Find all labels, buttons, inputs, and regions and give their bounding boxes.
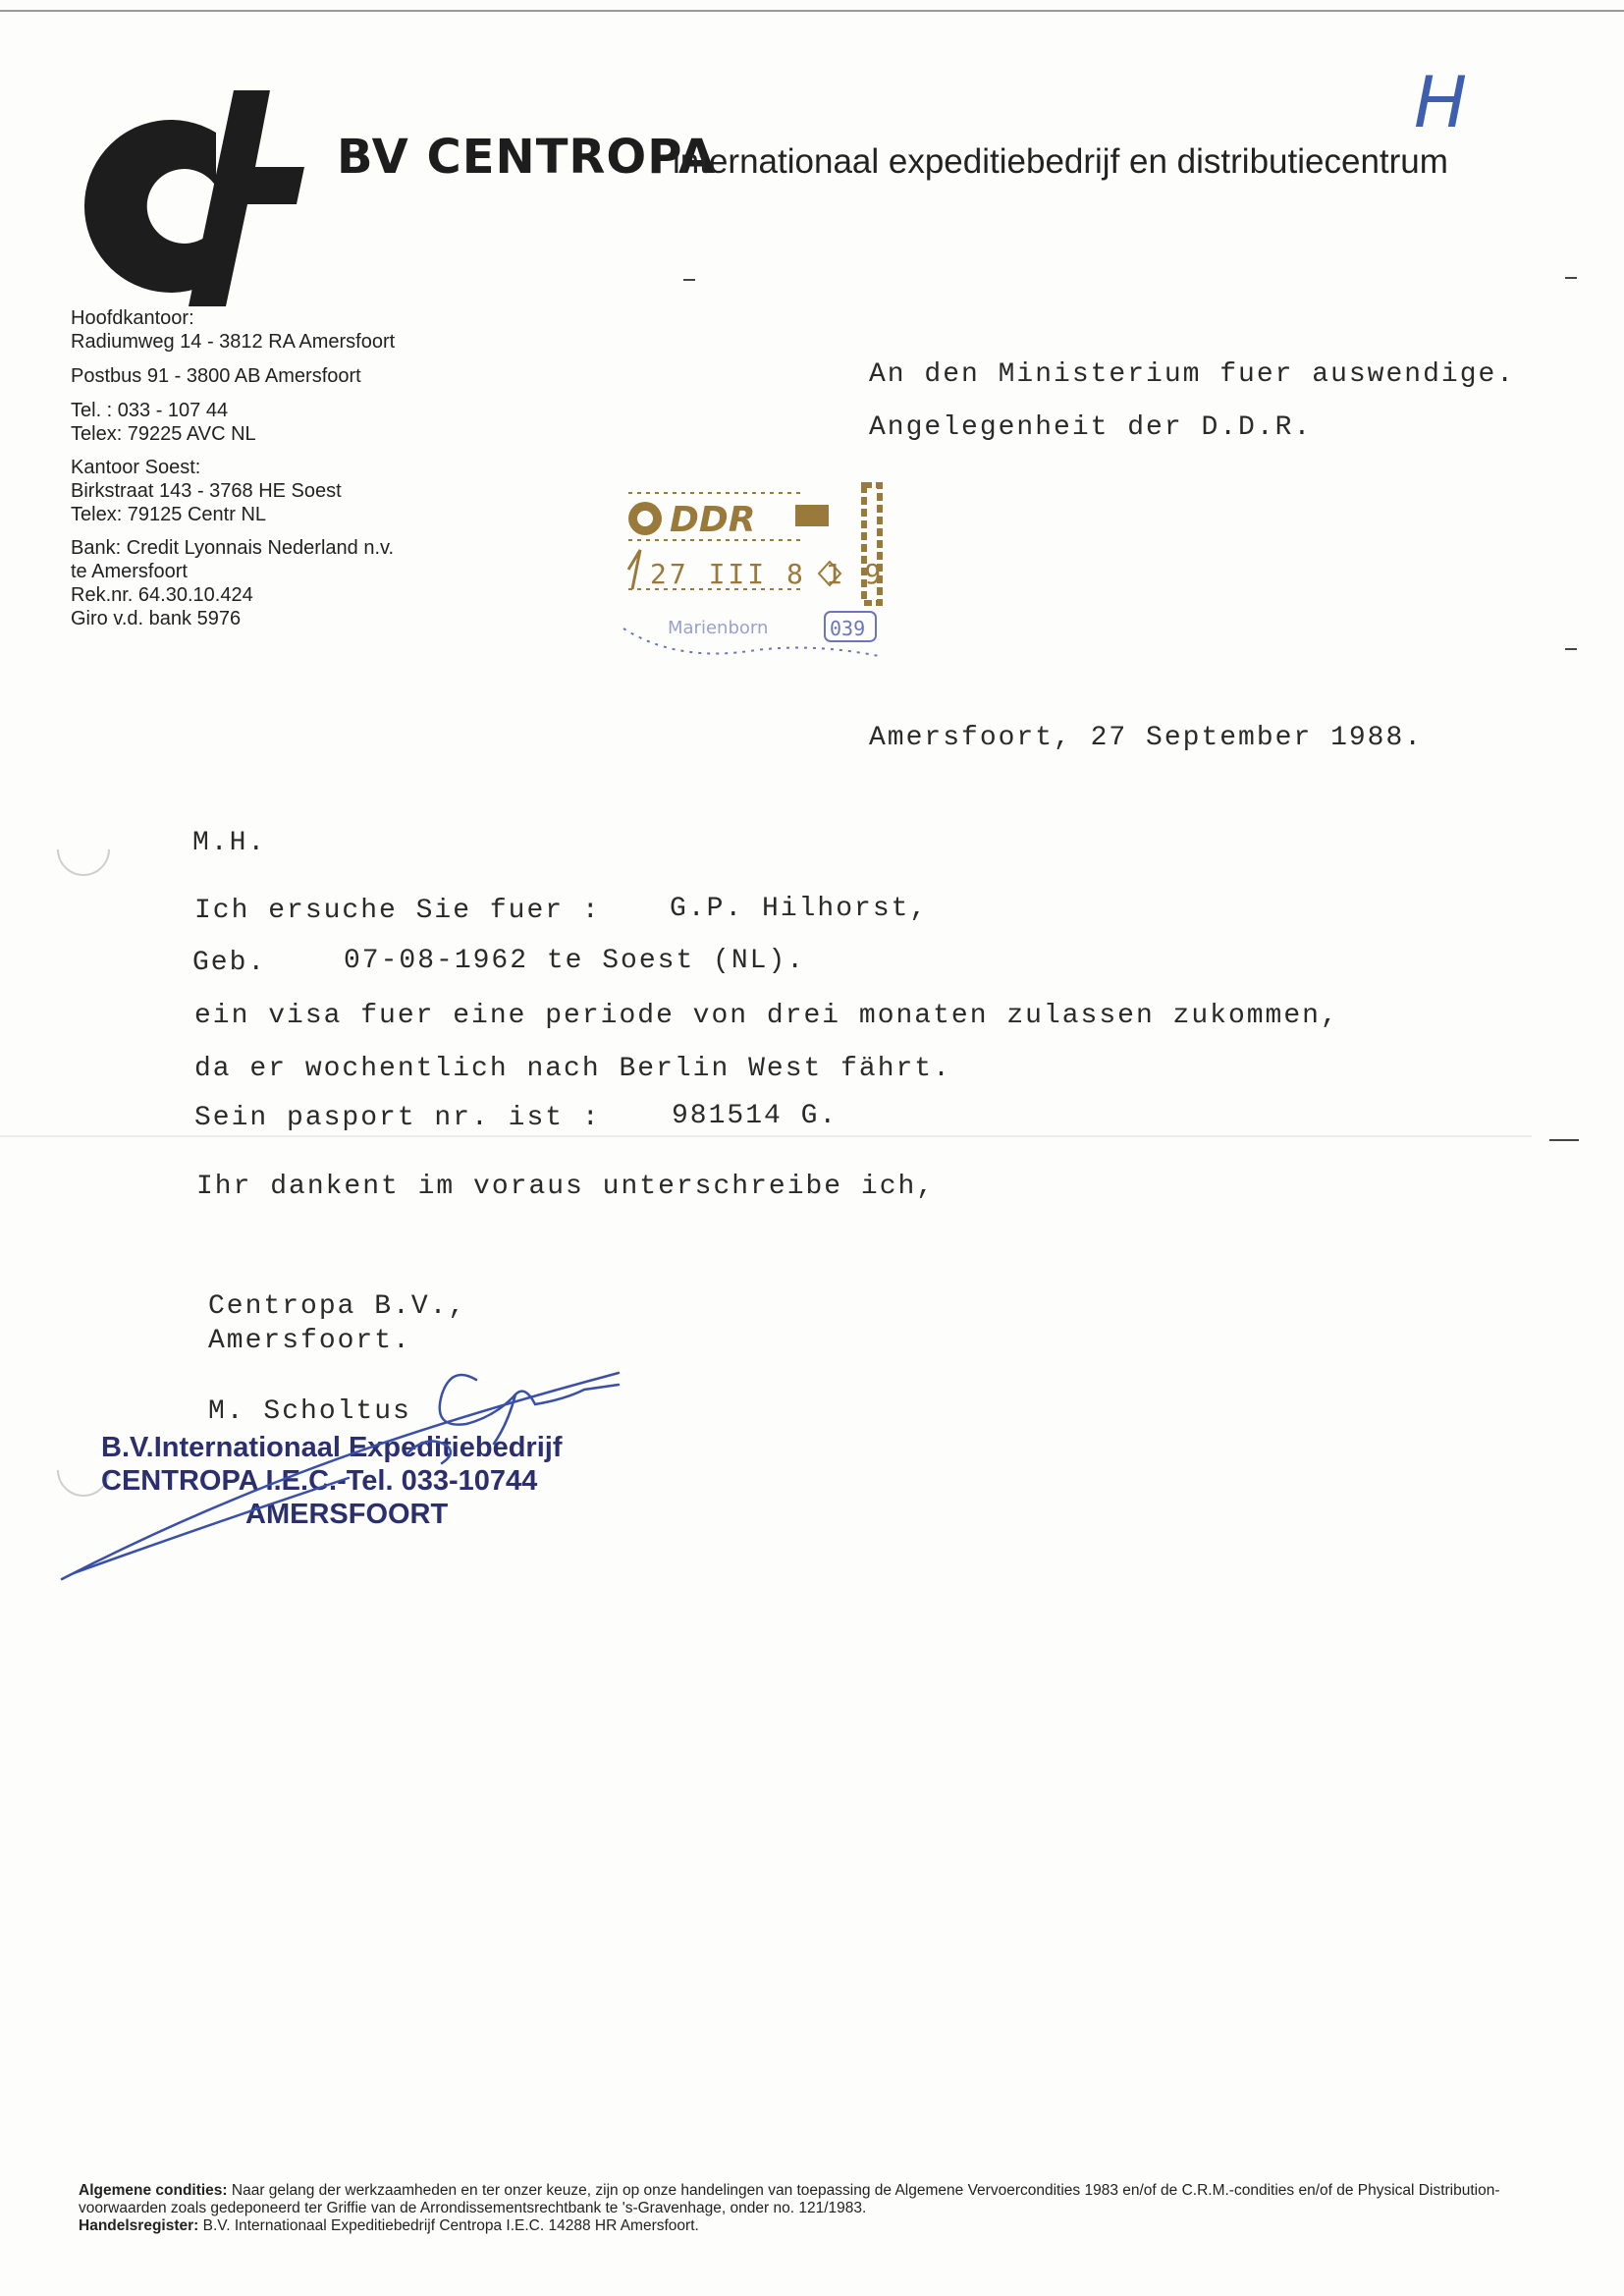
address-account: Rek.nr. 64.30.10.424 [71,584,253,606]
stamp-ddr-text: DDR [670,500,756,540]
address-bank-city: te Amersfoort [71,561,188,582]
address-hq-street: Radiumweg 14 - 3812 RA Amersfoort [71,331,396,353]
address-soest-telex: Telex: 79125 Centr NL [71,504,267,525]
fold-mark [683,279,695,281]
footer-conditions-label: Algemene condities: [79,2182,228,2199]
stamp-date-code: 27 III 8 1 9 [650,558,885,590]
footer-register-text: B.V. Internationaal Expeditiebedrijf Centropa I.E.C. 14288 HR Amersfoort. [202,2217,699,2234]
fold-mark [1549,1139,1579,1141]
company-stamp-line-1: B.V.Internationaal Expeditiebedrijf [101,1432,563,1463]
address-soest-label: Kantoor Soest: [71,457,201,478]
footer-conditions [79,2182,1561,2235]
footer-register-label: Handelsregister: [79,2217,199,2234]
handwritten-signature [54,1355,643,1591]
address-tel: Tel. : 033 - 107 44 [71,400,229,421]
footer-conditions-text: Naar gelang der werkzaamheden en ter onzer keuze, zijn op onze handelingen van toepassing de Algemene Vervoercondities 1983 en/of de C.R.M.-condities en/of de Physical Distribution-voorwaarden zoals gedeponeerd ter Griffie van de Arrondissementsrechtbank te 's-Gravenhage, onder no. 121/1983. [79,2182,1500,2216]
address-bank: Bank: Credit Lyonnais Nederland n.v. [71,537,395,559]
stamp-place: Marienborn [668,618,769,638]
request-label: Ich ersuche Sie fuer : [194,896,601,926]
signature-city: Amersfoort. [208,1326,411,1356]
handwritten-mark: H [1414,61,1468,143]
birth-label: Geb. [192,948,267,978]
recipient-line-1: An den Ministerium fuer auswendige. [869,359,1516,390]
ddr-border-stamp [619,481,893,668]
birth-info: 07-08-1962 te Soest (NL). [344,946,806,976]
passport-number: 981514 G. [672,1101,839,1131]
fold-mark [1565,277,1577,279]
passport-label: Sein pasport nr. ist : [194,1103,601,1133]
address-giro: Giro v.d. bank 5976 [71,608,242,629]
stamp-code: 039 [830,617,866,640]
address-hq-label: Hoofdkantoor: [71,307,194,329]
signature-company: Centropa B.V., [208,1291,467,1322]
letter-date: Amersfoort, 27 September 1988. [869,723,1424,753]
signature-name: M. Scholtus [208,1396,411,1427]
reason-line: da er wochentlich nach Berlin West fährt. [194,1054,951,1084]
centropa-logo-icon [69,79,314,314]
address-hq-postbus: Postbus 91 - 3800 AB Amersfoort [71,365,361,387]
address-soest-street: Birkstraat 143 - 3768 HE Soest [71,480,342,502]
fold-mark [1565,648,1577,650]
company-name: BV CENTROPA [337,130,717,185]
company-stamp-line-3: AMERSFOORT [245,1499,449,1530]
fold-line [0,1135,1532,1137]
visa-line: ein visa fuer eine periode von drei monaten zulassen zukommen, [194,1001,1339,1031]
person-name: G.P. Hilhorst, [670,894,929,924]
salutation: M.H. [192,828,267,858]
closing-line: Ihr dankent im voraus unterschreibe ich, [196,1172,936,1202]
recipient-line-2: Angelegenheit der D.D.R. [869,412,1313,443]
top-edge-line [0,10,1624,12]
company-tagline: internationaal expeditiebedrijf en distributiecentrum [673,142,1448,181]
address-telex: Telex: 79225 AVC NL [71,423,256,445]
company-stamp-line-2: CENTROPA I.E.C.-Tel. 033-10744 [101,1465,538,1497]
punch-hole [46,812,121,887]
